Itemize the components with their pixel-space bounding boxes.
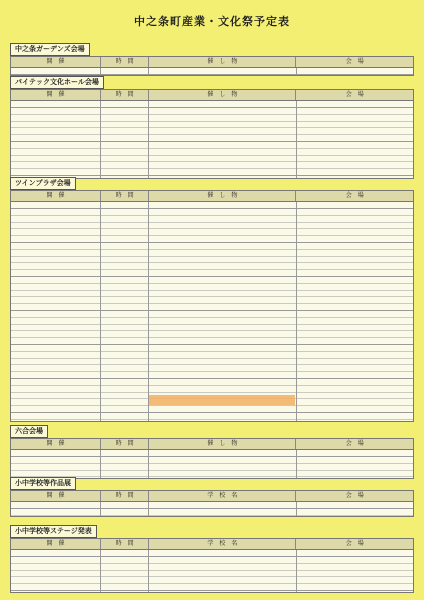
highlighted-row xyxy=(149,395,295,405)
header-date: 開 催 xyxy=(11,90,101,100)
header-school: 学 校 名 xyxy=(149,491,296,501)
header-date: 開 催 xyxy=(11,57,101,67)
section-twin xyxy=(10,170,414,422)
section-heading: パイテック文化ホール会場 xyxy=(10,76,104,89)
section-heading: 小中学校等作品展 xyxy=(10,477,76,490)
header-date: 開 催 xyxy=(11,539,101,549)
header-date: 開 催 xyxy=(11,491,101,501)
header-event: 催 し 物 xyxy=(149,439,296,449)
page-title: 中之条町産業・文化祭予定表 xyxy=(134,15,290,28)
table-header xyxy=(10,490,414,501)
header-time: 時 間 xyxy=(101,439,149,449)
header-date: 開 催 xyxy=(11,439,101,449)
header-venue: 会 場 xyxy=(345,58,364,65)
header-time: 時 間 xyxy=(101,491,149,501)
header-time: 時 間 xyxy=(101,57,149,67)
table-header xyxy=(10,89,414,100)
section-paitec xyxy=(10,69,414,179)
header-school: 学 校 名 xyxy=(149,539,296,549)
section-stage xyxy=(10,518,414,593)
header-time: 時 間 xyxy=(101,191,149,201)
table-rows xyxy=(10,100,414,179)
header-event: 催 し 物 xyxy=(149,90,296,100)
table-header xyxy=(10,438,414,449)
table-header xyxy=(10,538,414,549)
section-heading: 小中学校等ステージ発表 xyxy=(10,525,97,538)
table-header xyxy=(10,190,414,201)
section-works xyxy=(10,470,414,517)
table-rows xyxy=(10,201,414,422)
header-venue: 会 場 xyxy=(345,540,364,547)
table-rows xyxy=(10,501,414,517)
header-event: 催 し 物 xyxy=(149,57,296,67)
section-heading: ツインプラザ会場 xyxy=(10,177,76,190)
header-venue: 会 場 xyxy=(345,91,364,98)
header-venue: 会 場 xyxy=(345,192,364,199)
header-time: 時 間 xyxy=(101,90,149,100)
table-rows xyxy=(10,549,414,593)
section-heading: 六合会場 xyxy=(10,425,48,438)
header-date: 開 催 xyxy=(11,191,101,201)
header-venue: 会 場 xyxy=(345,492,364,499)
section-heading: 中之条ガーデンズ会場 xyxy=(10,43,90,56)
header-venue: 会 場 xyxy=(345,440,364,447)
header-time: 時 間 xyxy=(101,539,149,549)
table-header xyxy=(10,56,414,67)
header-event: 催 し 物 xyxy=(149,191,296,201)
